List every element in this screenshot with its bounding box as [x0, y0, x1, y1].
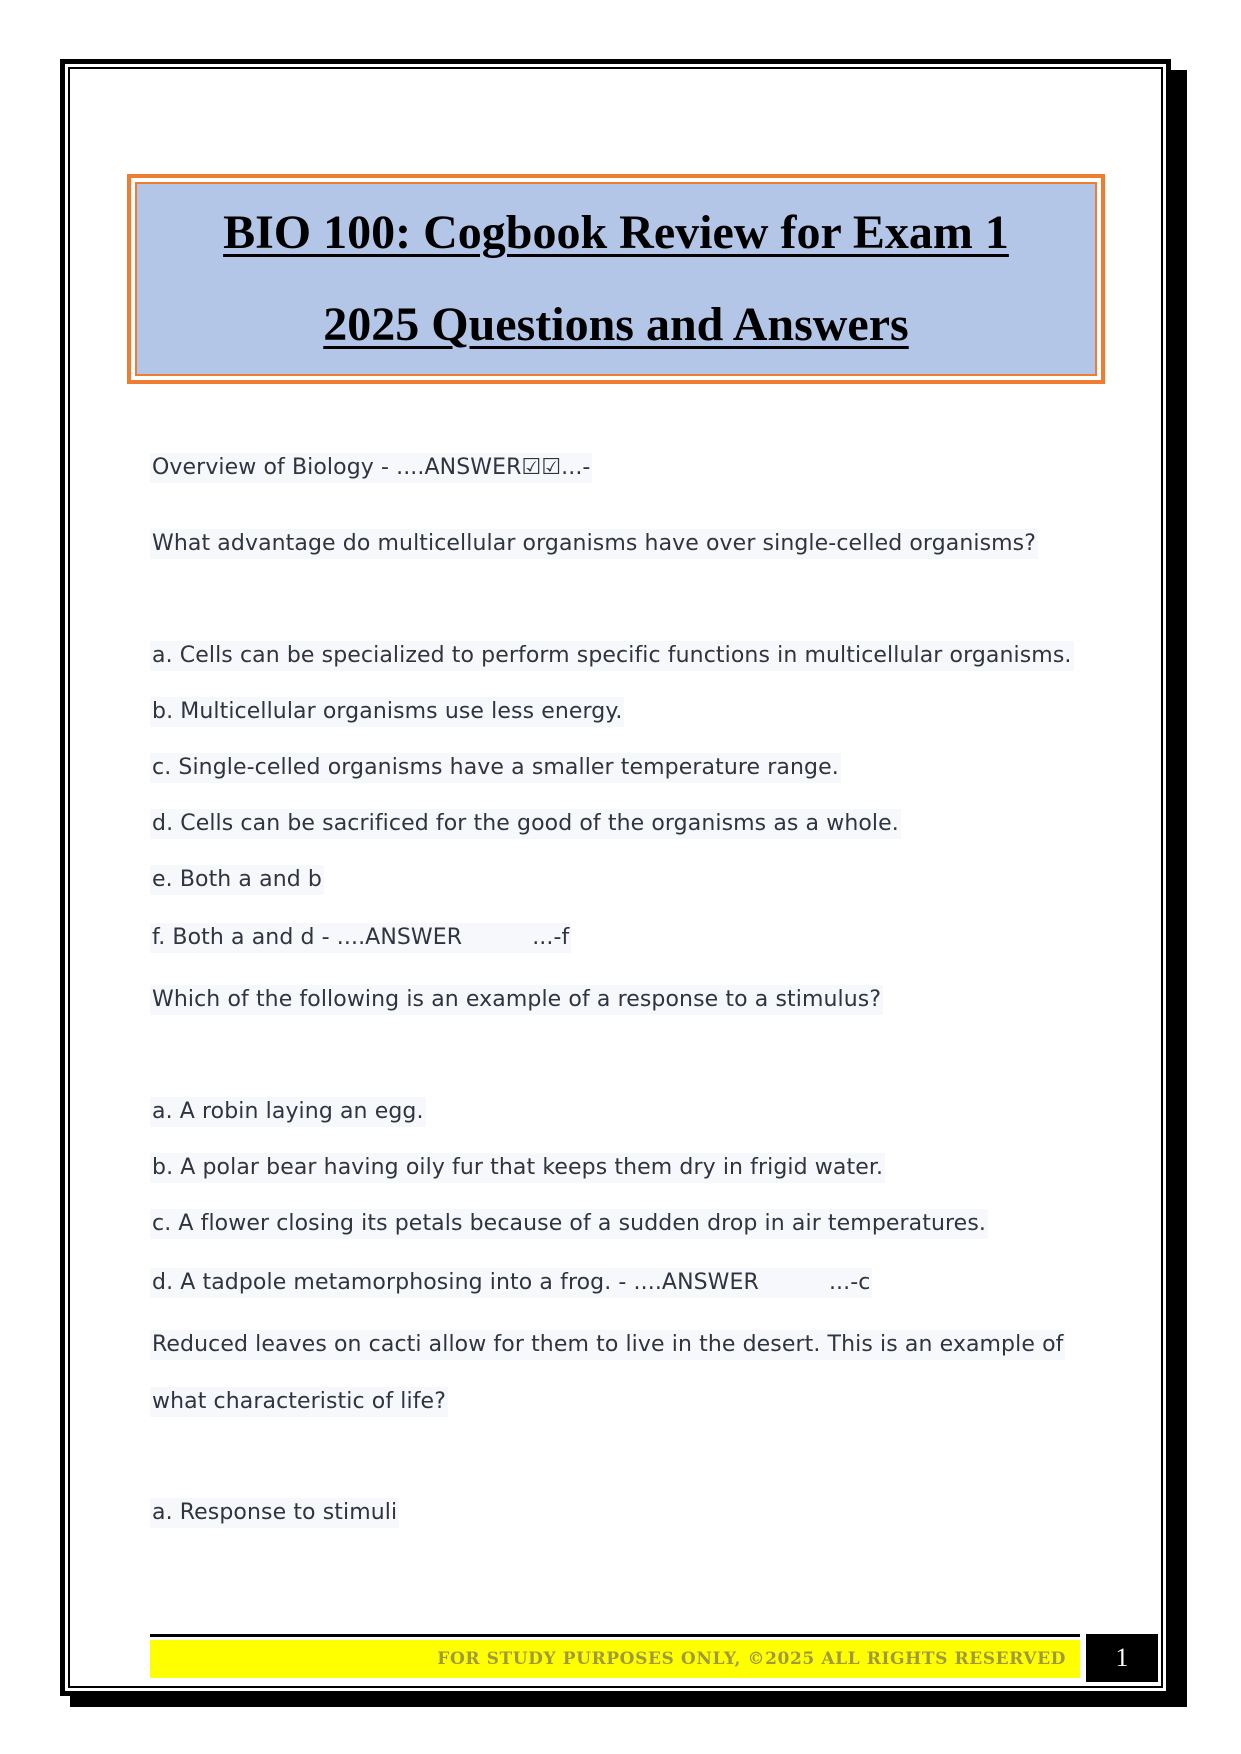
q2-option-a: a. A robin laying an egg.: [150, 1097, 426, 1127]
page-number-box: [1086, 1634, 1158, 1682]
q1-option-c: c. Single-celled organisms have a smaller temperature range.: [150, 753, 841, 783]
q2-option-d-answer: [150, 1268, 872, 1298]
footer-bar: [150, 1640, 1080, 1678]
question-2-text: Which of the following is an example of a response to a stimulus?: [150, 985, 883, 1015]
title-box: [127, 174, 1105, 384]
q1-option-f: f. Both a and d - ....ANSWER: [152, 925, 463, 950]
q2-answer: ...-c: [828, 1270, 871, 1295]
q2-option-b: b. A polar bear having oily fur that keeps them dry in frigid water.: [150, 1153, 885, 1183]
title-panel: [135, 182, 1097, 376]
question-1-text: What advantage do multicellular organisms have over single-celled organisms?: [150, 529, 1038, 559]
q1-answer: ...-f: [532, 925, 570, 950]
q2-option-d: d. A tadpole metamorphosing into a frog. - ....ANSWER: [152, 1270, 759, 1295]
q2-option-c: c. A flower closing its petals because of a sudden drop in air temperatures.: [150, 1209, 988, 1239]
page-number: 1: [1115, 1643, 1129, 1672]
footer-rule: [150, 1634, 1080, 1637]
section-header: Overview of Biology - ....ANSWER☑☑...-: [150, 453, 592, 483]
document-title-line-1: BIO 100: Cogbook Review for Exam 1: [223, 206, 1009, 259]
q1-option-b: b. Multicellular organisms use less energy.: [150, 697, 624, 727]
q1-option-f-answer: [150, 923, 571, 953]
document-title-line-2: 2025 Questions and Answers: [323, 298, 909, 351]
question-3-text-line-2: what characteristic of life?: [150, 1387, 448, 1417]
q1-option-a: a. Cells can be specialized to perform specific functions in multicellular organisms.: [150, 641, 1074, 671]
footer-copyright: FOR STUDY PURPOSES ONLY, ©2025 ALL RIGHTS RESERVED: [437, 1649, 1066, 1669]
q1-option-d: d. Cells can be sacrificed for the good of the organisms as a whole.: [150, 809, 901, 839]
question-3-text-line-1: Reduced leaves on cacti allow for them to live in the desert. This is an example of: [150, 1330, 1065, 1360]
q1-option-e: e. Both a and b: [150, 865, 324, 895]
q3-option-a: a. Response to stimuli: [150, 1498, 399, 1528]
